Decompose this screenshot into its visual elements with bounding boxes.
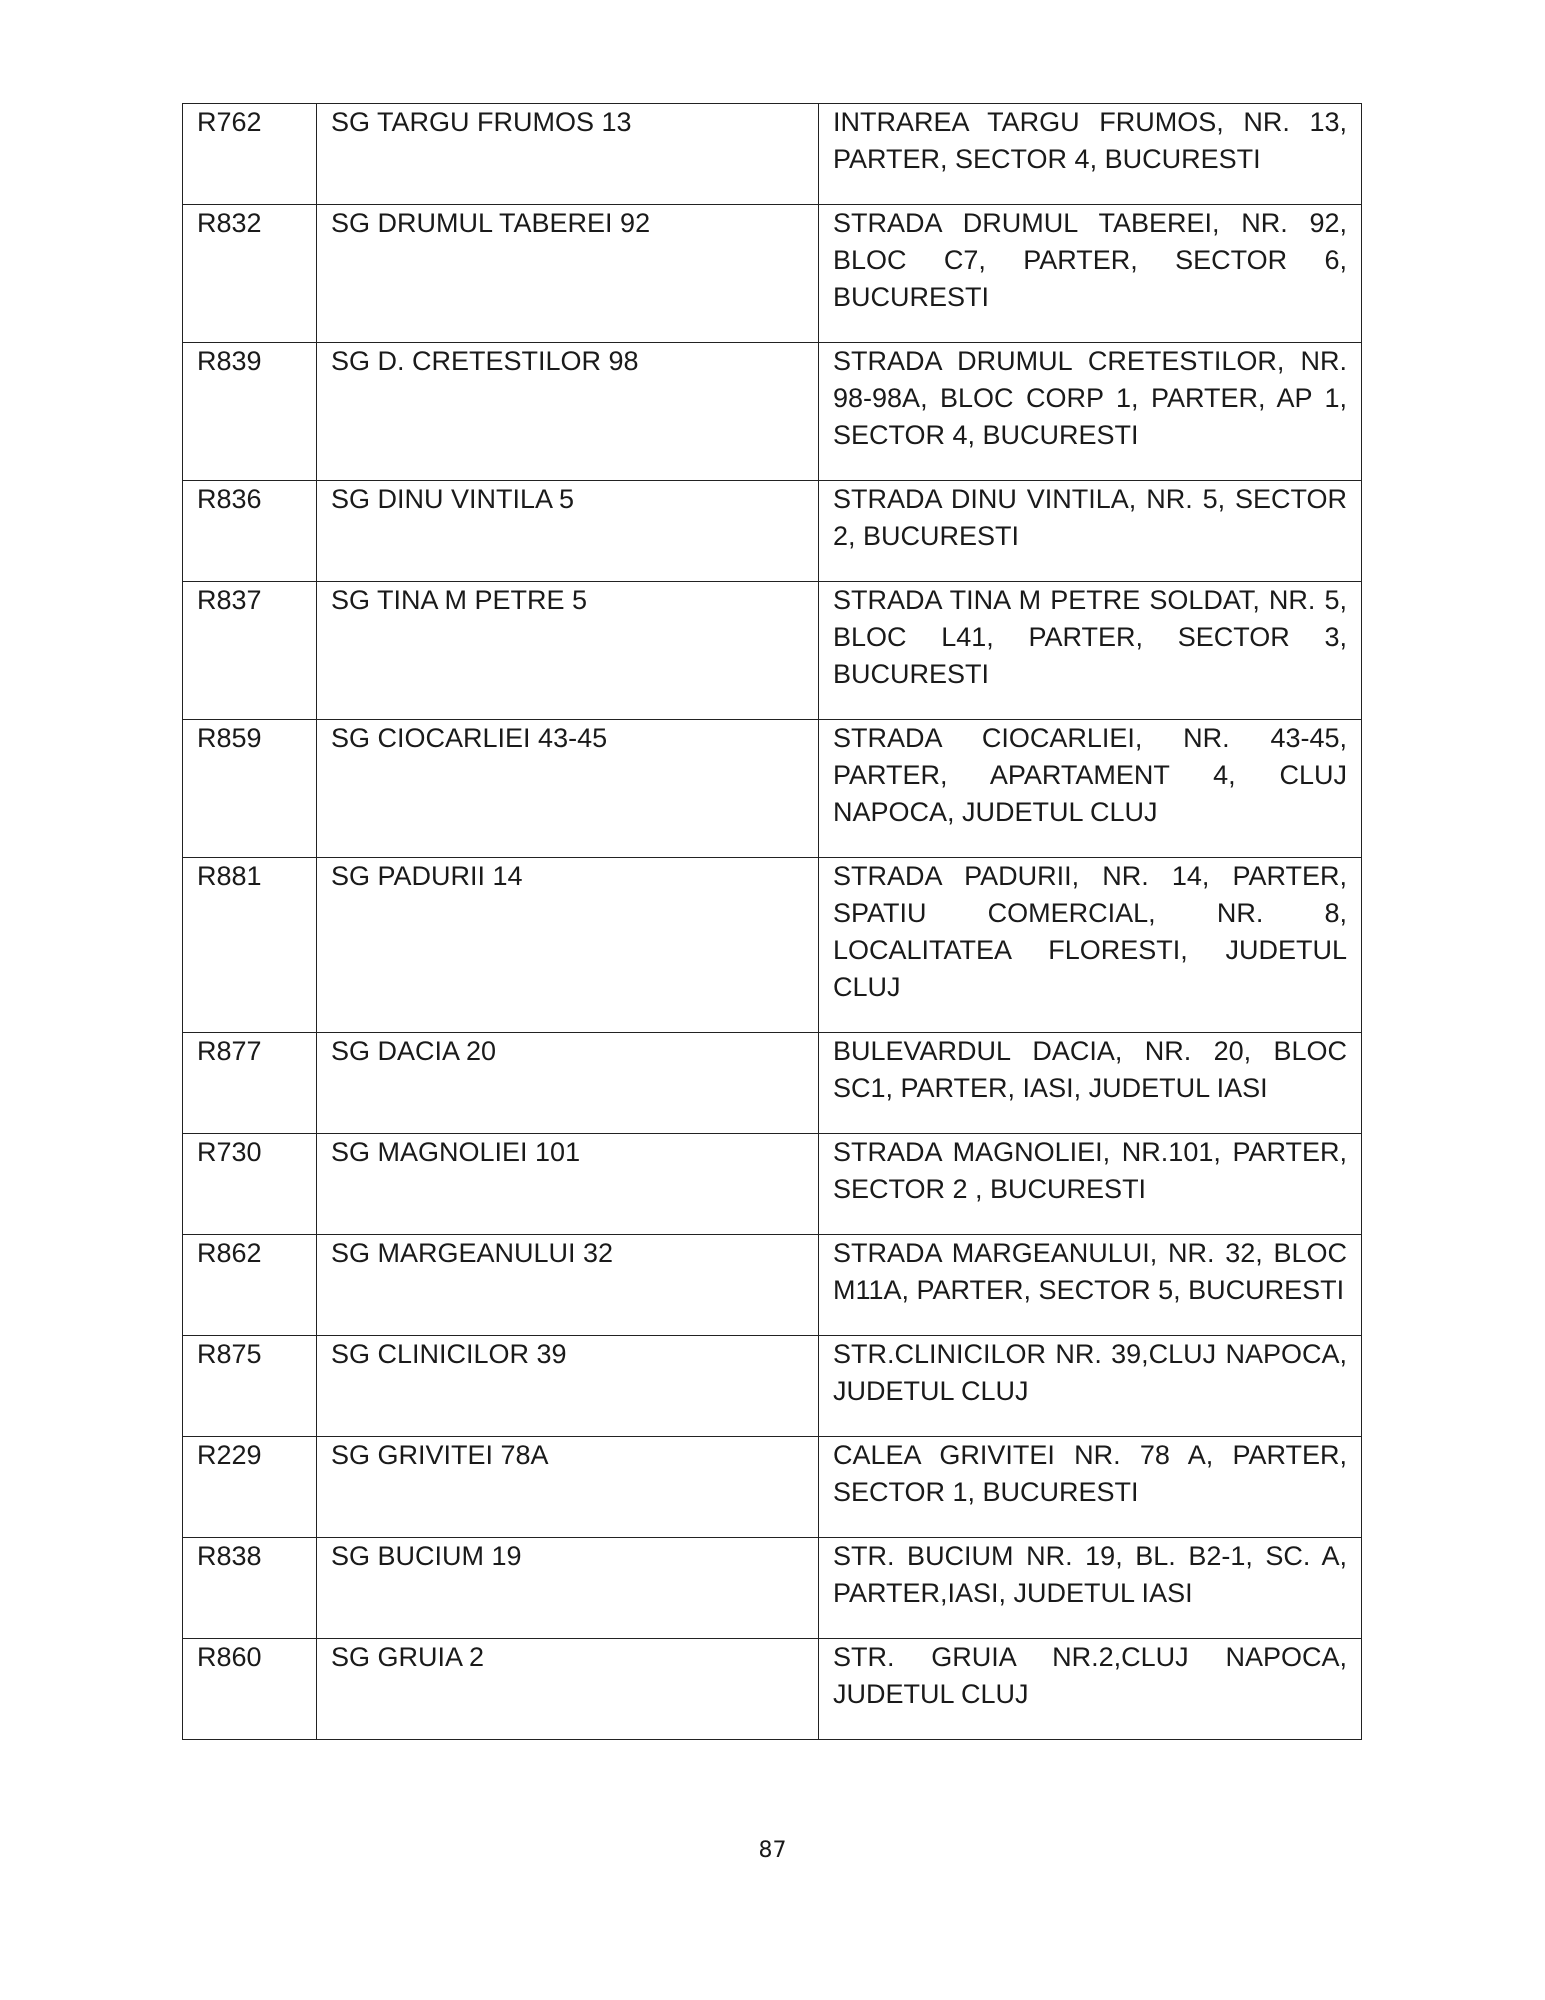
unit-address-cell: STRADA MAGNOLIEI, NR.101, PARTER, SECTOR 2 , BUCURESTI <box>819 1134 1362 1235</box>
unit-code-cell: R762 <box>183 104 317 205</box>
unit-code-cell: R730 <box>183 1134 317 1235</box>
table-row <box>183 1437 1362 1538</box>
unit-code-cell: R832 <box>183 205 317 343</box>
table-row <box>183 481 1362 582</box>
unit-name-cell: SG CIOCARLIEI 43-45 <box>317 720 819 858</box>
unit-address-cell: STRADA DRUMUL TABEREI, NR. 92, BLOC C7, PARTER, SECTOR 6, BUCURESTI <box>819 205 1362 343</box>
unit-name-cell: SG GRIVITEI 78A <box>317 1437 819 1538</box>
unit-code-cell: R862 <box>183 1235 317 1336</box>
table-row <box>183 1538 1362 1639</box>
unit-address-cell: CALEA GRIVITEI NR. 78 A, PARTER, SECTOR 1, BUCURESTI <box>819 1437 1362 1538</box>
unit-code-cell: R860 <box>183 1639 317 1740</box>
unit-name-cell: SG D. CRETESTILOR 98 <box>317 343 819 481</box>
unit-name-cell: SG CLINICILOR 39 <box>317 1336 819 1437</box>
unit-code-cell: R838 <box>183 1538 317 1639</box>
unit-name-cell: SG TINA M PETRE 5 <box>317 582 819 720</box>
unit-code-cell: R839 <box>183 343 317 481</box>
unit-address-cell: INTRAREA TARGU FRUMOS, NR. 13, PARTER, SECTOR 4, BUCURESTI <box>819 104 1362 205</box>
unit-name-cell: SG PADURII 14 <box>317 858 819 1033</box>
unit-code-cell: R877 <box>183 1033 317 1134</box>
unit-address-cell: STRADA TINA M PETRE SOLDAT, NR. 5, BLOC L41, PARTER, SECTOR 3, BUCURESTI <box>819 582 1362 720</box>
unit-address-cell: STR.CLINICILOR NR. 39,CLUJ NAPOCA, JUDETUL CLUJ <box>819 1336 1362 1437</box>
unit-code-cell: R229 <box>183 1437 317 1538</box>
unit-name-cell: SG DRUMUL TABEREI 92 <box>317 205 819 343</box>
unit-name-cell: SG BUCIUM 19 <box>317 1538 819 1639</box>
table-row <box>183 582 1362 720</box>
page-number: 87 <box>758 1838 787 1863</box>
unit-address-cell: STRADA DRUMUL CRETESTILOR, NR. 98-98A, BLOC CORP 1, PARTER, AP 1, SECTOR 4, BUCURESTI <box>819 343 1362 481</box>
unit-name-cell: SG TARGU FRUMOS 13 <box>317 104 819 205</box>
table-row <box>183 1639 1362 1740</box>
unit-code-cell: R859 <box>183 720 317 858</box>
unit-name-cell: SG GRUIA 2 <box>317 1639 819 1740</box>
unit-name-cell: SG DACIA 20 <box>317 1033 819 1134</box>
table-row <box>183 343 1362 481</box>
unit-code-cell: R837 <box>183 582 317 720</box>
unit-address-cell: STRADA CIOCARLIEI, NR. 43-45, PARTER, APARTAMENT 4, CLUJ NAPOCA, JUDETUL CLUJ <box>819 720 1362 858</box>
unit-address-cell: STRADA MARGEANULUI, NR. 32, BLOC M11A, PARTER, SECTOR 5, BUCURESTI <box>819 1235 1362 1336</box>
unit-address-cell: STR. GRUIA NR.2,CLUJ NAPOCA, JUDETUL CLUJ <box>819 1639 1362 1740</box>
unit-address-cell: BULEVARDUL DACIA, NR. 20, BLOC SC1, PARTER, IASI, JUDETUL IASI <box>819 1033 1362 1134</box>
unit-name-cell: SG MAGNOLIEI 101 <box>317 1134 819 1235</box>
table-row <box>183 858 1362 1033</box>
table-row <box>183 205 1362 343</box>
table-row <box>183 104 1362 205</box>
unit-address-cell: STRADA DINU VINTILA, NR. 5, SECTOR 2, BUCURESTI <box>819 481 1362 582</box>
unit-code-cell: R836 <box>183 481 317 582</box>
unit-code-cell: R875 <box>183 1336 317 1437</box>
branch-address-table <box>182 103 1362 1740</box>
unit-address-cell: STRADA PADURII, NR. 14, PARTER, SPATIU COMERCIAL, NR. 8, LOCALITATEA FLORESTI, JUDETUL CLUJ <box>819 858 1362 1033</box>
table-row <box>183 720 1362 858</box>
table-row <box>183 1235 1362 1336</box>
table-row <box>183 1336 1362 1437</box>
unit-code-cell: R881 <box>183 858 317 1033</box>
unit-name-cell: SG MARGEANULUI 32 <box>317 1235 819 1336</box>
unit-name-cell: SG DINU VINTILA 5 <box>317 481 819 582</box>
unit-address-cell: STR. BUCIUM NR. 19, BL. B2-1, SC. A, PARTER,IASI, JUDETUL IASI <box>819 1538 1362 1639</box>
table-row <box>183 1134 1362 1235</box>
table-row <box>183 1033 1362 1134</box>
